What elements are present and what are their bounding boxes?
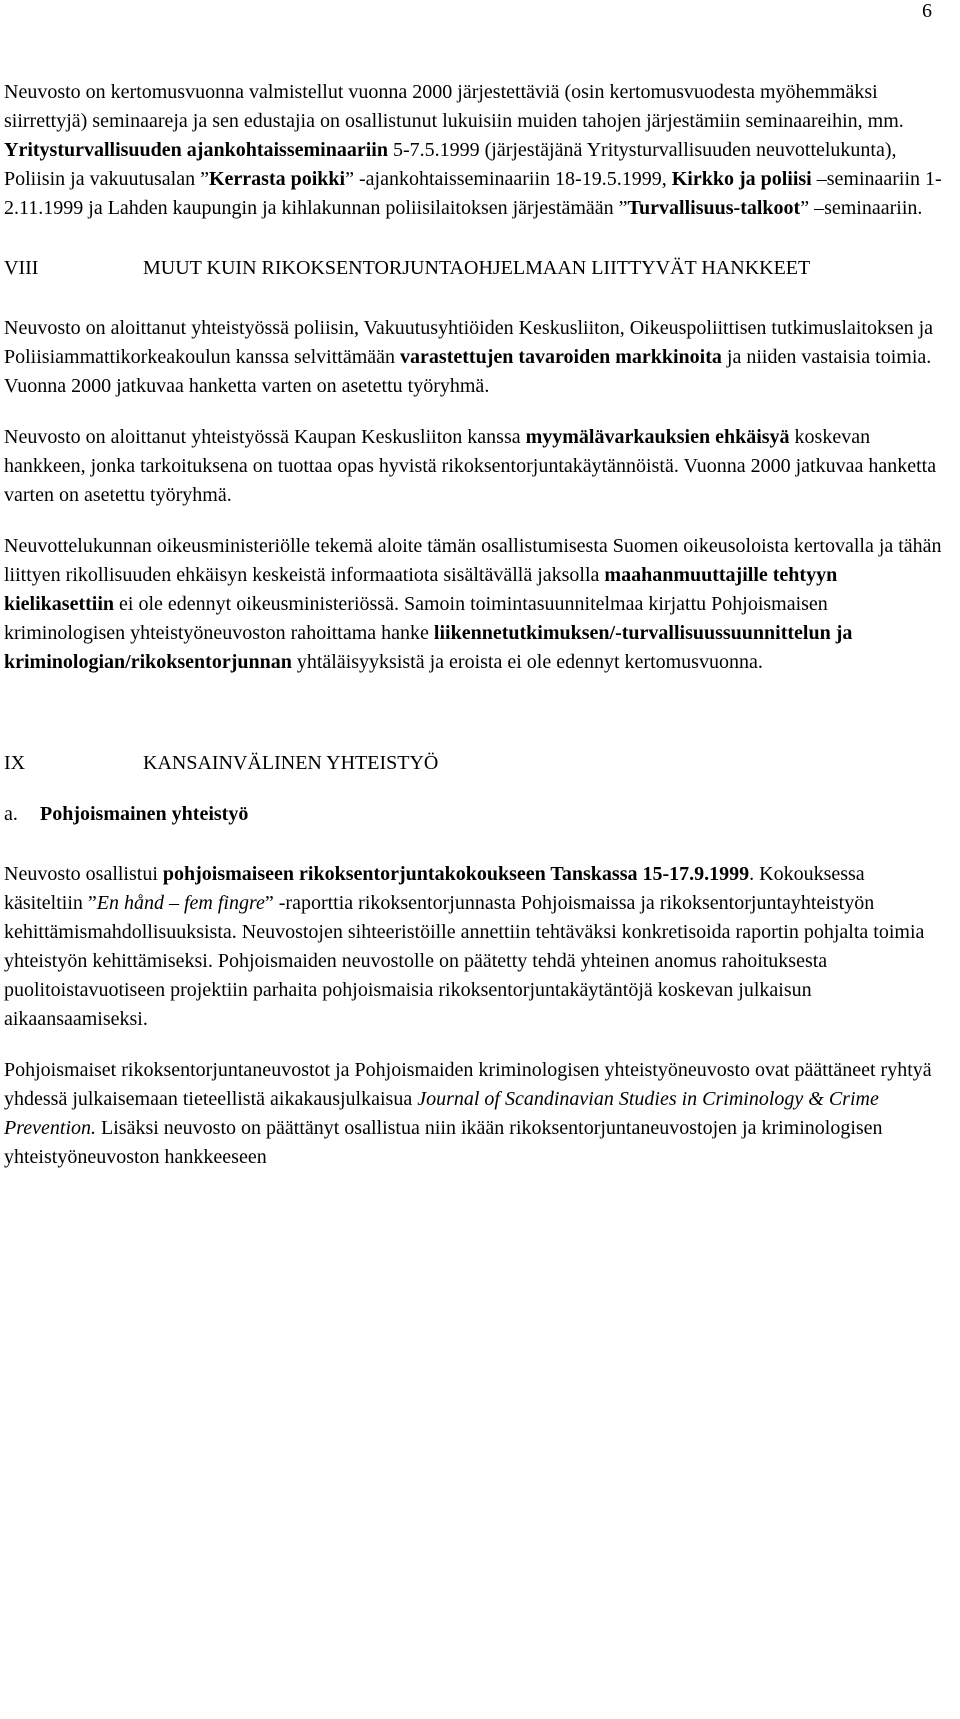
document-body xyxy=(4,78,948,1172)
bold-phrase: Kerrasta poikki xyxy=(208,168,346,190)
section-number: VIII xyxy=(4,257,39,279)
paragraph-nordic-meeting: Neuvosto osallistui pohjoismaiseen rikoksentorjuntakokoukseen Tanskassa 15-17.9.1999. Kokouksessa käsiteltiin ”En hånd – fem fingre” -raporttia rikoksentorjunnasta Pohjoismaissa ja rikoksentorjuntayhteistyön kehittämismahdollisuuksista. Neuvostojen sihteeristöille annettiin tehtäväksi konkretisoida raportin pohjalta toimia yhteistyön kehittämiseksi. Pohjoismaiden neuvostolle on päätetty tehdä yhteinen anomus rahoituksesta puolitoistavuotiseen projektiin parhaita pohjoismaisia rikoksentorjuntakäytäntöjä koskevan julkaisun aikaansaamiseksi. xyxy=(4,863,925,1030)
paragraph-journal: Pohjoismaiset rikoksentorjuntaneuvostot ja Pohjoismaiden kriminologisen yhteistyöneuvosto ovat päättäneet ryhtyä yhdessä julkaisemaan tieteellistä aikakausjulkaisua Journal of Scandinavian Studies in Criminology & Crime Prevention. Lisäksi neuvosto on päättänyt osallistua niin ikään rikoksentorjuntaneuvostojen ja kriminologisen yhteistyöneuvoston hankkeeseen xyxy=(4,1059,932,1168)
section-heading-ix xyxy=(4,749,948,778)
section-title: KANSAINVÄLINEN YHTEISTYÖ xyxy=(143,752,439,774)
section-title: MUUT KUIN RIKOKSENTORJUNTAOHJELMAAN LIITTYVÄT HANKKEET xyxy=(143,257,811,279)
paragraph-shoplifting: Neuvosto on aloittanut yhteistyössä Kaupan Keskusliiton kanssa myymälävarkauksien ehkäisyä koskevan hankkeen, jonka tarkoituksena on tuottaa opas hyvistä rikoksentorjuntakäytännöistä. Vuonna 2000 jatkuvaa hanketta varten on asetettu työryhmä. xyxy=(4,426,937,506)
italic-phrase: Journal of Scandinavian Studies in Criminology & Crime Prevention. xyxy=(4,1088,879,1139)
subsection-title: Pohjoismainen yhteistyö xyxy=(40,803,249,825)
bold-phrase: myymälävarkauksien ehkäisyä xyxy=(525,426,790,448)
bold-phrase: pohjoismaiseen rikoksentorjuntakokoukseen Tanskassa 15-17.9.1999 xyxy=(162,863,750,885)
bold-phrase: liikennetutkimuksen/-turvallisuussuunnittelun ja kriminologian/rikoksentorjunnan xyxy=(4,622,853,673)
italic-phrase: En hånd – fem fingre xyxy=(96,892,265,914)
bold-phrase: Yritysturvallisuuden ajankohtaisseminaariin xyxy=(4,139,388,161)
section-heading-viii xyxy=(4,254,948,283)
paragraph-language-cassette: Neuvottelukunnan oikeusministeriölle tekemä aloite tämän osallistumisesta Suomen oikeusoloista kertovalla ja tähän liittyen rikollisuuden ehkäisyn keskeistä informaatiota sisältävällä jaksolla maahanmuuttajille tehtyyn kielikasettiin ei ole edennyt oikeusministeriössä. Samoin toimintasuunnitelmaa kirjattu Pohjoismaisen kriminologisen yhteistyöneuvoston rahoittama hanke liikennetutkimuksen/-turvallisuussuunnittelun ja kriminologian/rikoksentorjunnan yhtäläisyyksistä ja eroista ei ole edennyt kertomusvuonna. xyxy=(4,535,942,673)
subsection-heading-a xyxy=(4,800,948,829)
subsection-letter: a. xyxy=(4,803,18,825)
page-number: 6 xyxy=(922,0,932,22)
bold-phrase: maahanmuuttajille tehtyyn kielikasettiin xyxy=(4,564,838,615)
bold-phrase: Turvallisuus-talkoot xyxy=(627,197,801,219)
section-number: IX xyxy=(4,752,26,774)
paragraph-stolen-goods: Neuvosto on aloittanut yhteistyössä poliisin, Vakuutusyhtiöiden Keskusliiton, Oikeuspoliittisen tutkimuslaitoksen ja Poliisiammattikorkeakoulun kanssa selvittämään varastettujen tavaroiden markkinoita ja niiden vastaisia toimia. Vuonna 2000 jatkuvaa hanketta varten on asetettu työryhmä. xyxy=(4,317,934,397)
paragraph-seminars: Neuvosto on kertomusvuonna valmistellut vuonna 2000 järjestettäviä (osin kertomusvuodesta myöhemmäksi siirrettyjä) seminaareja ja sen edustajia on osallistunut lukuisiin muiden tahojen järjestämiin seminaareihin, mm. Yritysturvallisuuden ajankohtaisseminaariin 5-7.5.1999 (järjestäjänä Yritysturvallisuuden neuvottelukunta), Poliisin ja vakuutusalan ”Kerrasta poikki” -ajankohtaisseminaariin 18-19.5.1999, Kirkko ja poliisi –seminaariin 1-2.11.1999 ja Lahden kaupungin ja kihlakunnan poliisilaitoksen järjestämään ”Turvallisuus-talkoot” –seminaariin. xyxy=(4,81,942,219)
bold-phrase: varastettujen tavaroiden markkinoita xyxy=(400,346,722,368)
bold-phrase: Kirkko ja poliisi xyxy=(671,168,812,190)
